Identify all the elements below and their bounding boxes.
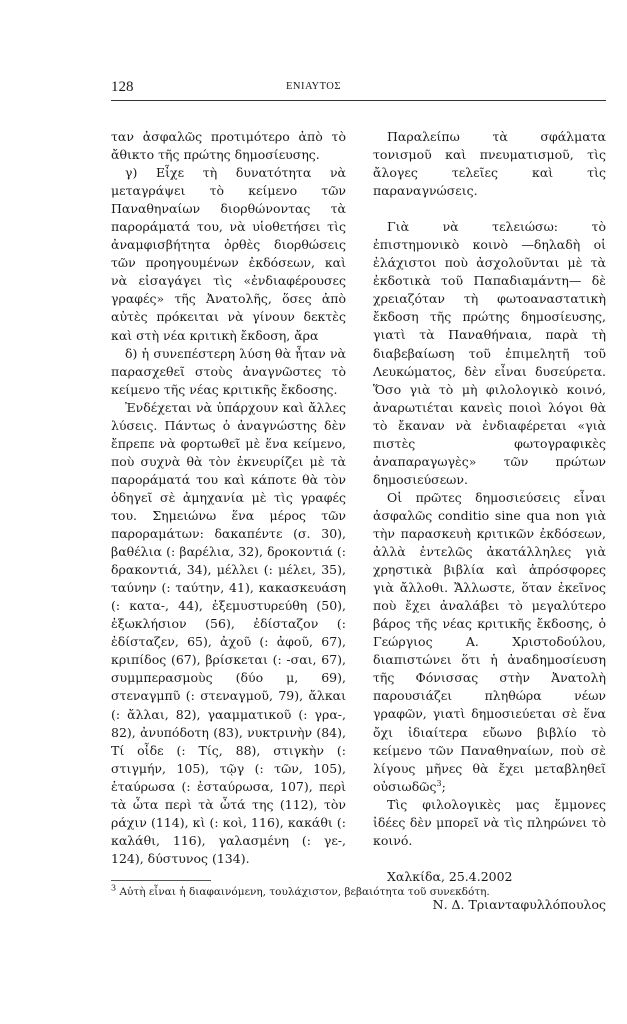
paragraph: Γιὰ νὰ τελειώσω: τὸ ἐπιστημονικὸ κοινὸ —δηλαδὴ οἱ ἐλάχιστοι ποὺ ἀσχολοῦνται μὲ τὰ ἐκδοτικὰ τοῦ Παπαδιαμάντη— δὲ χρειαζόταν τὴ φωτοαναστατικὴ ἔκδοση τῆς πρώτης δημοσίευσης, γιατὶ τὰ Παναθήναια, παρὰ τὴ διαβεβαίωση τοῦ ἐπιμελητῆ τοῦ Λευκώματος, δὲν εἶναι δυσεύρετα. Ὅσο γιὰ τὸ μὴ φιλολογικὸ κοινό, ἀναρωτιέται κανεὶς ποιοὶ λόγοι θὰ τὸ ἔκαναν νὰ ἐνδιαφέρεται «γιὰ πιστὲς φωτογραφικὲς ἀναπαραγωγὲς» τῶν πρώτων δημοσιεύσεων. <box>373 219 606 487</box>
paragraph: ταν ἀσφαλῶς προτιμότερο ἀπὸ τὸ ἄθικτο τῆς πρώτης δημοσίευσης. <box>111 129 346 163</box>
footnote-text: Αὐτὴ εἶναι ἡ διαφαινόμενη, τουλάχιστον, βεβαιότητα τοῦ συνεκδότη. <box>119 886 490 898</box>
left-column <box>111 128 346 868</box>
right-column <box>373 128 606 914</box>
paragraph: δ) ἡ συνεπέστερη λύση θὰ ἦταν νὰ παρασχεθεῖ στοὺς ἀναγνῶστες τὸ κείμενο τῆς νέας κριτικῆς ἔκδοσης. <box>111 345 346 397</box>
header-rule <box>111 100 606 101</box>
paragraph: γ) Εἶχε τὴ δυνατότητα νὰ μεταγράψει τὸ κείμενο τῶν Παναθηναίων διορθώνοντας τὰ παροράματά του, νὰ υἱοθετήσει τὶς ἀναμφισβήτητα ὀρθὲς διορθώσεις τῶν προηγουμένων ἐκδόσεων, καὶ νὰ εἰσαγάγει τὶς «ἐνδιαφέρουσες γραφές» τῆς Ἀνατολῆς, ὅσες ἀπὸ αὐτὲς πρόκειται νὰ γίνουν δεκτὲς καὶ στὴ νέα κριτικὴ ἔκδοση, ἄρα <box>111 165 346 343</box>
paragraph: Παραλείπω τὰ σφάλματα τονισμοῦ καὶ πνευματισμοῦ, τὶς ἄλογες τελεῖες καὶ τὶς παραναγνώσεις. <box>373 129 606 199</box>
page-number: 128 <box>111 79 134 95</box>
footnote-marker: 3 <box>111 883 117 893</box>
paragraph: Ἐνδέχεται νὰ ὑπάρχουν καὶ ἄλλες λύσεις. Πάντως ὁ ἀναγνώστης δὲν ἔπρεπε νὰ φορτωθεῖ μὲ ἕνα κείμενο, ποὺ συχνὰ θὰ τὸν ἐκνευρίζει μὲ τὰ παροράματά του καὶ κάποτε θὰ τὸν ὁδηγεῖ σὲ ἀμηχανία μὲ τὶς γραφές του. Σημειώνω ἕνα μέρος τῶν παροραμάτων: δακαπέντε (σ. 30), βαθέλια (: βαρέλια, 32), δροκοντιά (: δρακοντιά, 34), μέλλει (: μέλει, 35), ταύνην (: ταύτην, 41), κακασκευάση (: κατα-, 44), ἐξεμυστυρεύθη (50), ἐξωκλήσιον (56), ἐδίσταζον (: ἐδίσταζεν, 65), ἀχοῦ (: ἀφοῦ, 67), κριπίδος (67), βρίσκεται (: -σαι, 67), συμμπερασμοὺς (δύο μ, 69), στεναγμπῦ (: στεναγμοῦ, 79), ἄλκαι (: ἄλλαι, 82), γααμματικοῦ (: γρα-, 82), ἀνυπόδοτη (83), νυκτρινὴν (84), Τί οἶδε (: Τίς, 88), στιγκὴν (: στιγμήν, 105), τῷγ (: τῶν, 105), ἐταύρωσα (: ἐσταύρωσα, 107), περὶ τὰ ὦτα περὶ τὰ ὦτά της (112), τὸν ράχιν (114), κὶ (: κοὶ, 116), κακάθι (: καλάθι, 116), γαλασμένη (: γε-, 124), δύστυνος (134). <box>111 399 346 866</box>
author-signature: Ν. Δ. Τριανταφυλλόπουλος <box>432 896 606 912</box>
running-title: ΕΝΙΑΥΤΟΣ <box>286 81 341 92</box>
paragraph-text: Οἱ πρῶτες δημοσιεύσεις εἶναι ἀσφαλῶς conditio sine qua non γιὰ τὴν παρασκευὴ κριτικῶν ἐκδόσεων, ἀλλὰ ἐντελῶς ἀκατάλληλες γιὰ χρηστικὰ βιβλία καὶ ἀπρόσφορες γιὰ ἄλλοθι. Ἄλλωστε, ὅταν ἐκεῖνος ποὺ ἔχει ἀναλάβει τὸ μεγαλύτερο βάρος τῆς νέας κριτικῆς ἔκδοσης, ὁ Γεώργιος Α. Χριστοδούλου, διαπιστώνει ὅτι ἡ ἀναδημοσίευση τῆς Φόνισσας στὴν Ἀνατολὴ παρουσιάζει πληθώρα νέων γραφῶν, γιατὶ δημοσιεύεται σὲ ἕνα ὄχι ἰδιαίτερα εὔωνο βιβλίο τὸ κείμενο τῶν Παναθηναίων, ποὺ σὲ λίγους μῆνες θὰ ἔχει μεταβληθεῖ οὐσιωδῶς <box>373 489 606 794</box>
paragraph: Οἱ πρῶτες δημοσιεύσεις εἶναι ἀσφαλῶς conditio sine qua non γιὰ τὴν παρασκευὴ κριτικῶν ἐκδόσεων, ἀλλὰ ἐντελῶς ἀκατάλληλες γιὰ χρηστικὰ βιβλία καὶ ἀπρόσφορες γιὰ ἄλλοθι. Ἄλλωστε, ὅταν ἐκεῖνος ποὺ ἔχει ἀναλάβει τὸ μεγαλύτερο βάρος τῆς νέας κριτικῆς ἔκδοσης, ὁ Γεώργιος Α. Χριστοδούλου, διαπιστώνει ὅτι ἡ ἀναδημοσίευση τῆς Φόνισσας στὴν Ἀνατολὴ παρουσιάζει πληθώρα νέων γραφῶν, γιατὶ δημοσιεύεται σὲ ἕνα ὄχι ἰδιαίτερα εὔωνο βιβλίο τὸ κείμενο τῶν Παναθηναίων, ποὺ σὲ λίγους μῆνες θὰ ἔχει μεταβληθεῖ οὐσιωδῶς$^3$; <box>373 489 606 794</box>
footnote-rule <box>111 880 211 881</box>
place-date: Χαλκίδα, 25.4.2002 <box>387 868 513 884</box>
footnote <box>111 885 606 899</box>
paragraph: Τὶς φιλολογικὲς μας ἔμμονες ἰδέες δὲν μπορεῖ νὰ τὶς πληρώνει τὸ κοινό. <box>373 796 606 848</box>
footnote-reference[interactable]: 3 <box>436 778 442 788</box>
